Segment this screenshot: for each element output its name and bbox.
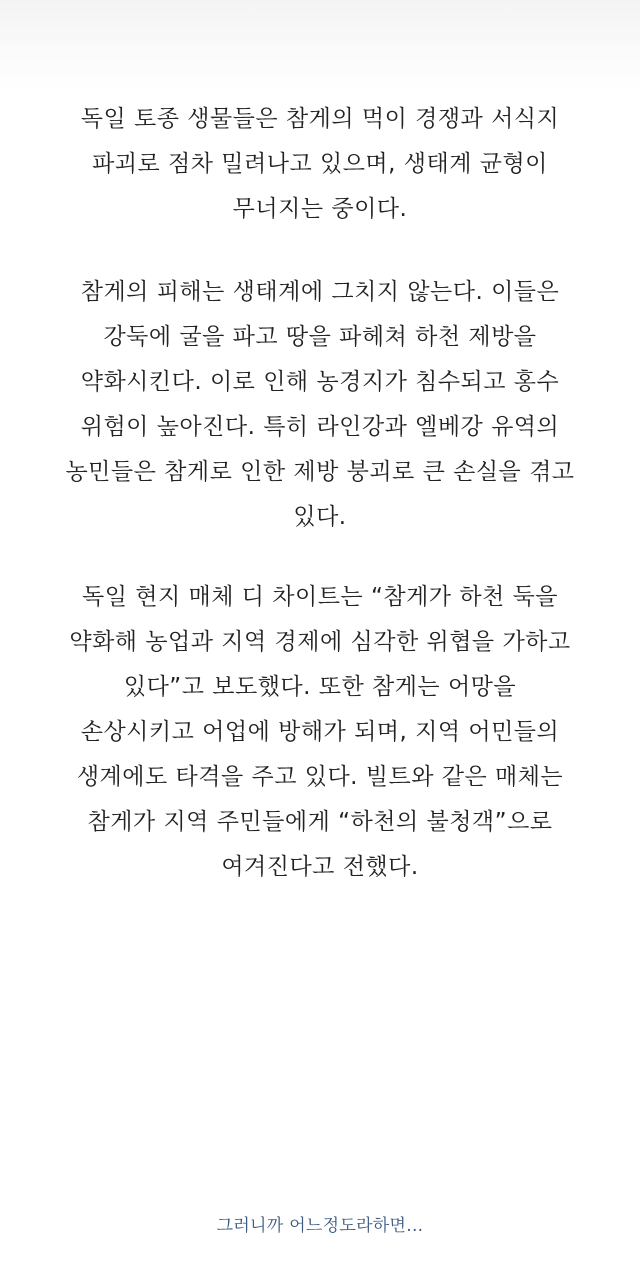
text-line: 손상시키고 어업에 방해가 되며, 지역 어민들의 xyxy=(80,719,560,745)
text-line: 파괴로 점차 밀려나고 있으며, 생태계 균형이 xyxy=(92,151,548,177)
text-line: 강둑에 굴을 파고 땅을 파헤쳐 하천 제방을 xyxy=(103,324,537,350)
text-line: 참게가 지역 주민들에게 “하천의 불청객”으로 xyxy=(87,809,553,835)
text-line: 독일 현지 매체 디 차이트는 “참게가 하천 둑을 xyxy=(81,584,559,610)
paragraph-invasive-species xyxy=(40,97,600,232)
text-line: 약화시킨다. 이로 인해 농경지가 침수되고 홍수 xyxy=(80,369,560,395)
text-line: 참게의 피해는 생태계에 그치지 않는다. 이들은 xyxy=(80,279,560,305)
text-line: 독일 토종 생물들은 참게의 먹이 경쟁과 서식지 xyxy=(80,106,560,132)
text-line: 무너지는 중이다. xyxy=(232,196,408,222)
read-more-link[interactable]: 그러니까 어느정도라하면... xyxy=(216,1216,424,1236)
text-line: 위험이 높아진다. 특히 라인강과 엘베강 유역의 xyxy=(80,414,560,440)
paragraph-embankment-damage xyxy=(40,270,600,540)
text-line: 있다. xyxy=(293,504,347,530)
text-line: 농민들은 참게로 인한 제방 붕괴로 큰 손실을 겪고 xyxy=(65,459,575,485)
text-line: 여겨진다고 전했다. xyxy=(221,854,419,880)
text-line: 약화해 농업과 지역 경제에 심각한 위협을 가하고 xyxy=(69,629,571,655)
paragraph-media-reports xyxy=(40,575,600,890)
text-line: 생계에도 타격을 주고 있다. 빌트와 같은 매체는 xyxy=(76,764,564,790)
text-line: 있다”고 보도했다. 또한 참게는 어망을 xyxy=(123,674,517,700)
